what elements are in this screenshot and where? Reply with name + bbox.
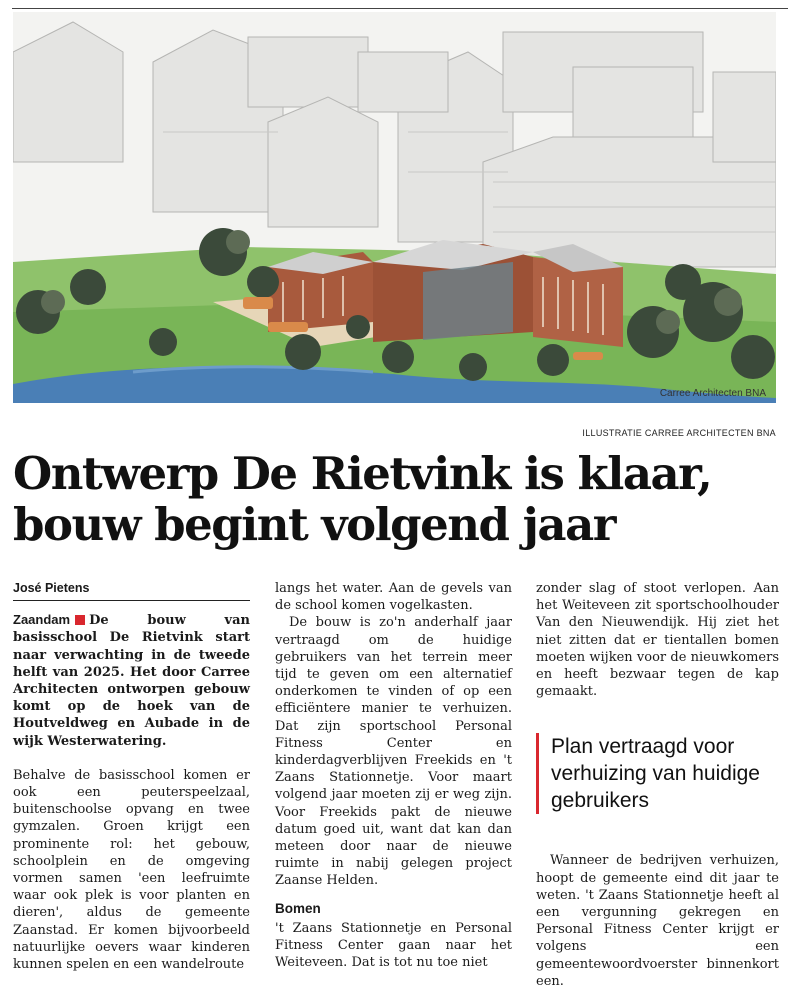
- body-paragraph-continued: langs het water. Aan de gevels van de school komen vogelkasten.: [275, 581, 512, 614]
- body-paragraph-continued: zonder slag of stoot verlopen. Aan het Weiteveen zit sportschoolhouder Van den Nieuwendijk. Hij ziet het niet zitten dat er tientallen bomen moeten wijken voor de nieuwkomers en heeft bezwaar tegen de kap gemaakt.: [536, 581, 779, 700]
- body-paragraph-2: De bouw is zo'n anderhalf jaar vertraagd om de huidige gebruikers van het terrein meer tijd te geven om een alternatief onderkomen te vinden of op een efficiëntere manier te verhuizen. Dat zijn sportschool Personal Fitness Center en kinderdagverblijven Freekids en 't Zaans Stationnetje. Voor maart volgend jaar moeten zij er weg zijn. Voor Freekids pakt de nieuwe datum goed uit, want dat kan dan meteen door naar de nieuwe ruimte in nabij gelegen project Zaanse Helden.: [275, 615, 512, 889]
- article-column-3: [536, 580, 779, 990]
- pull-quote: Plan vertraagd voor verhuizing van huidige gebruikers: [536, 733, 779, 814]
- illustration-inner-credit: Carree Architecten BNA: [659, 388, 766, 399]
- school-rendering-image: [13, 12, 776, 403]
- body-paragraph-3: 't Zaans Stationnetje en Personal Fitness Center gaan naar het Weiteveen. Dat is tot nu toe niet: [275, 920, 512, 971]
- red-square-icon: [75, 615, 85, 625]
- byline: José Pietens: [13, 580, 250, 601]
- architect-illustration: [13, 12, 776, 403]
- subhead: Bomen: [275, 900, 321, 916]
- body-paragraph-1: Behalve de basisschool komen er ook een peuterspeelzaal, buitenschoolse opvang en twee gymzalen. Groen krijgt een prominente rol: het gebouw, schoolplein en de omgeving vormen samen 'een leefruimte waar ook plek is voor planten en dieren', aldus de gemeente Zaanstad. Er komen bijvoorbeeld natuurlijke oevers waar kinderen kunnen spelen en een wandelroute: [13, 767, 250, 973]
- illustration-credit: ILLUSTRATIE CARREE ARCHITECTEN BNA: [582, 428, 776, 438]
- body-paragraph-4: Wanneer de bedrijven verhuizen, hoopt de gemeente eind dit jaar te weten. 't Zaans Stationnetje heeft al een vergunning gekregen en Personal Fitness Center krijgt er volgens een gemeentewoordvoerster binnenkort een.: [536, 853, 779, 989]
- article-column-1: [13, 580, 250, 973]
- lead-paragraph: [13, 611, 250, 750]
- top-rule: [12, 8, 788, 9]
- dateline: Zaandam: [13, 612, 71, 628]
- article-column-2: [275, 580, 512, 971]
- lead-text: De bouw van basisschool De Rietvink start naar verwachting in de tweede helft van 2025. Het door Carree Architecten ontworpen gebouw komt op de hoek van de Houtveldweg en Aubade in de wijk Westerwatering.: [13, 613, 250, 749]
- headline: Ontwerp De Rietvink is klaar, bouw begint volgend jaar: [13, 447, 712, 551]
